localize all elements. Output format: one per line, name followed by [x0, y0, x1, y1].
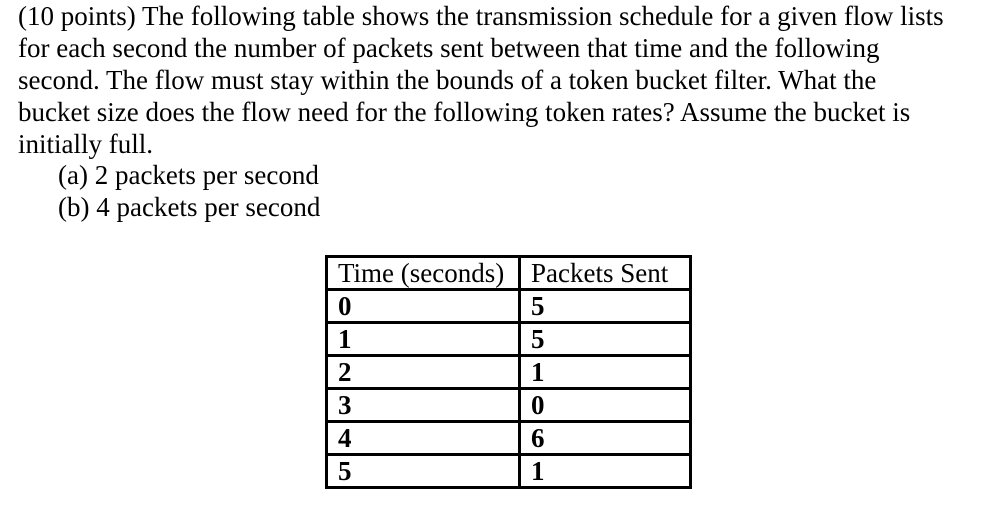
packets-cell: 1 — [520, 455, 691, 488]
time-cell: 3 — [327, 389, 520, 422]
question-line: second. The flow must stay within the bounds of a token bucket filter. What the — [18, 65, 877, 95]
packets-cell: 1 — [520, 356, 691, 389]
table-row — [327, 455, 691, 488]
question-paragraph — [18, 0, 978, 160]
option-text: 4 packets per second — [96, 192, 321, 222]
option-a — [58, 159, 319, 191]
table-row — [327, 389, 691, 422]
packets-cell: 6 — [520, 422, 691, 455]
option-label: (a) — [58, 160, 88, 190]
time-cell: 1 — [327, 323, 520, 356]
time-cell: 5 — [327, 455, 520, 488]
table-row — [327, 290, 691, 323]
time-cell: 0 — [327, 290, 520, 323]
table-row — [327, 422, 691, 455]
table-row — [327, 356, 691, 389]
option-b — [58, 191, 320, 223]
time-cell: 4 — [327, 422, 520, 455]
table-header-row — [327, 257, 691, 290]
question-line: (10 points) The following table shows the transmission schedule for a given flow lists — [18, 1, 944, 31]
option-text: 2 packets per second — [94, 160, 319, 190]
header-time: Time (seconds) — [327, 257, 520, 290]
packets-cell: 0 — [520, 389, 691, 422]
option-label: (b) — [58, 192, 90, 222]
header-packets-sent: Packets Sent — [520, 257, 691, 290]
table-row — [327, 323, 691, 356]
transmission-schedule-table — [325, 255, 692, 489]
packets-cell: 5 — [520, 323, 691, 356]
packets-cell: 5 — [520, 290, 691, 323]
question-line: initially full. — [18, 129, 153, 159]
time-cell: 2 — [327, 356, 520, 389]
question-line: for each second the number of packets sent between that time and the following — [18, 33, 880, 63]
question-line: bucket size does the flow need for the following token rates? Assume the bucket is — [18, 97, 911, 127]
